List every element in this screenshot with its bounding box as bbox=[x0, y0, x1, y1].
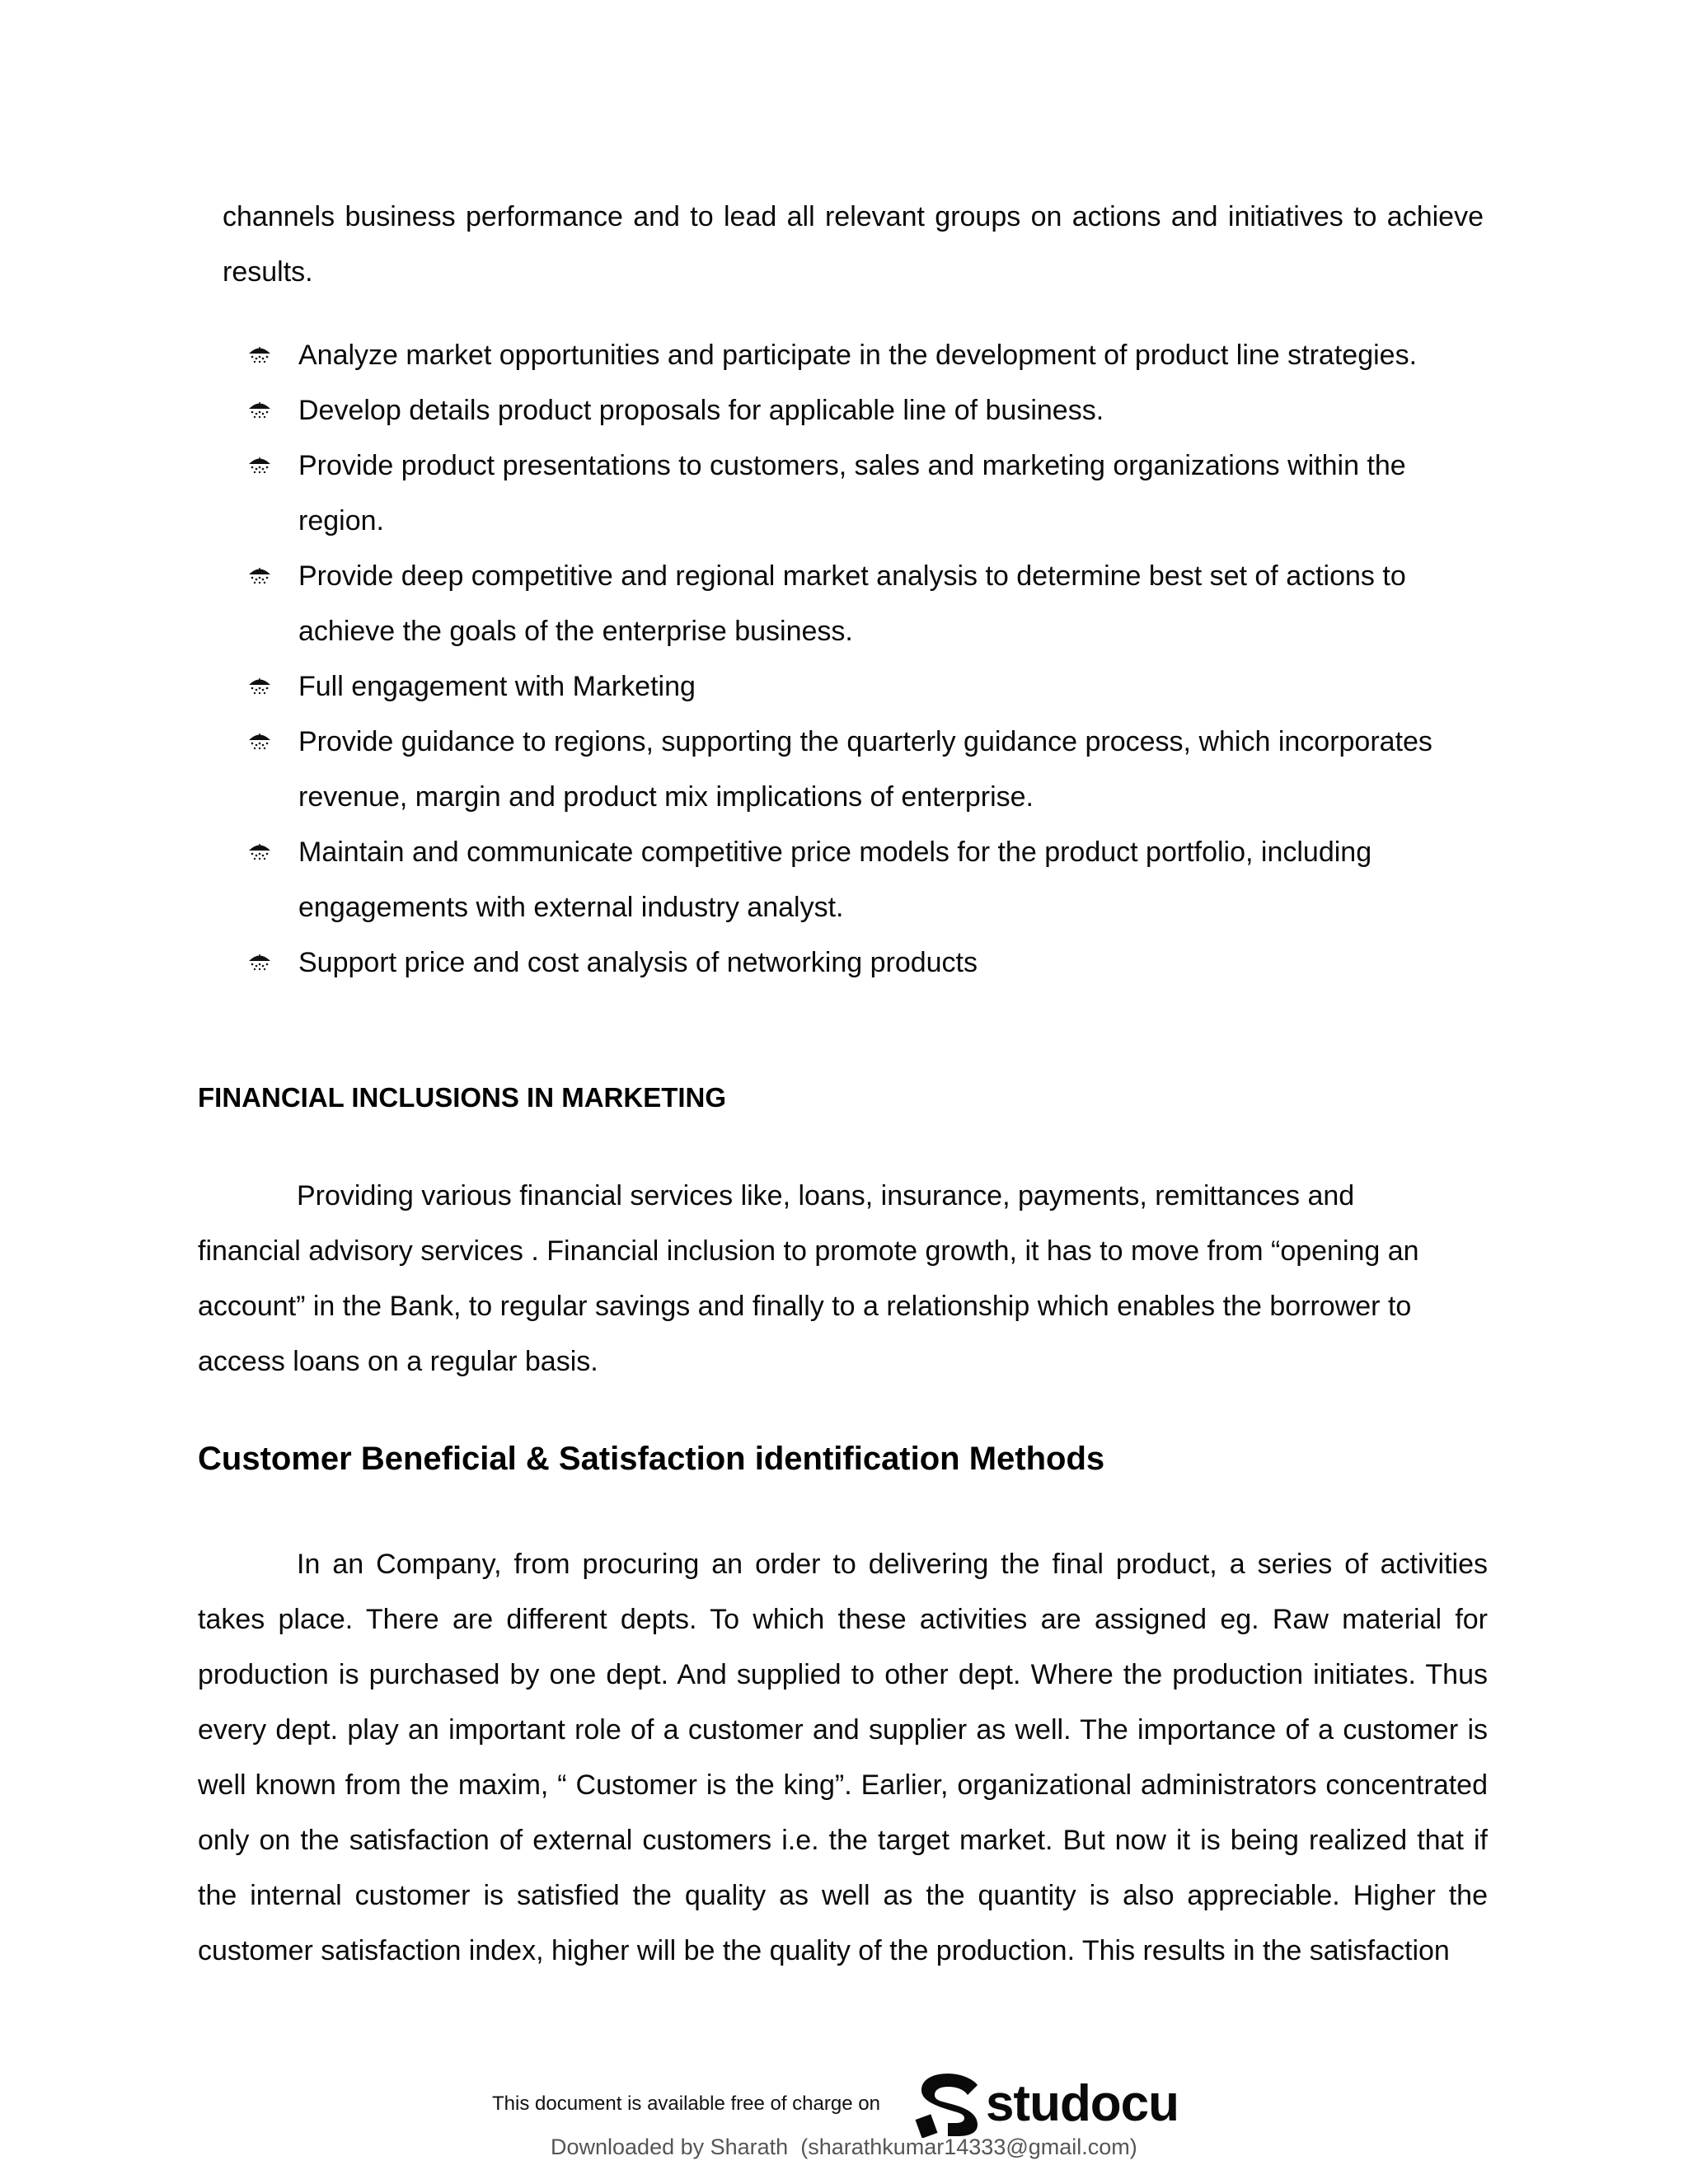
studocu-wordmark: studocu bbox=[985, 2075, 1179, 2132]
umbrella-icon bbox=[247, 565, 275, 587]
umbrella-icon bbox=[247, 400, 275, 421]
list-item bbox=[247, 935, 1467, 991]
list-item-text: Maintain and communicate competitive price models for the product portfolio, including engagements with external industry analyst. bbox=[298, 837, 1372, 923]
list-item bbox=[247, 328, 1467, 383]
studocu-logo-link[interactable] bbox=[915, 2070, 1179, 2138]
intro-paragraph: channels business performance and to lead all relevant groups on actions and initiatives to achieve results. bbox=[223, 201, 1484, 288]
studocu-logo-icon bbox=[915, 2070, 981, 2138]
customer-paragraph: In an Company, from procuring an order to delivering the final product, a series of activities takes place. There are different depts. To which these activities are assigned eg. Raw material for production is purchased by one dept. And supplied to other dept. Where the production initiates. Thus every dept. play an important role of a customer and supplier as well. The importance of a customer is well known from the maxim, “ Customer is the king”. Earlier, organizational administrators concentrated only on the satisfaction of external customers i.e. the target market. But now it is being realized that if the internal customer is satisfied the quality as well as the quantity is also appreciable. Higher the customer satisfaction index, higher will be the quality of the production. This results in the satisfaction bbox=[198, 1549, 1488, 1966]
financial-inclusion-paragraph: Providing various financial services like, loans, insurance, payments, remittances and financial advisory services . Financial inclusion to promote growth, it has to move from “opening an account” in the Bank, to regular savings and finally to a relationship which enables the borrower to access loans on a regular basis. bbox=[198, 1180, 1419, 1377]
list-item bbox=[247, 825, 1467, 935]
section-heading: FINANCIAL INCLUSIONS IN MARKETING bbox=[198, 1082, 727, 1113]
list-item-text: Provide product presentations to customers, sales and marketing organizations within the region. bbox=[298, 450, 1406, 537]
list-item-text: Full engagement with Marketing bbox=[298, 671, 696, 702]
list-item-text: Provide deep competitive and regional market analysis to determine best set of actions to achieve the goals of the enterprise business. bbox=[298, 560, 1406, 647]
list-item bbox=[247, 438, 1467, 549]
umbrella-icon bbox=[247, 952, 275, 973]
footer-row bbox=[492, 2070, 1179, 2138]
umbrella-icon bbox=[247, 344, 275, 366]
list-item bbox=[247, 715, 1467, 825]
list-item bbox=[247, 549, 1467, 659]
list-item-text: Provide guidance to regions, supporting the quarterly guidance process, which incorporates revenue, margin and product mix implications of enterprise. bbox=[298, 726, 1432, 813]
list-item bbox=[247, 383, 1467, 438]
umbrella-icon bbox=[247, 731, 275, 752]
footer-note: This document is available free of charge on bbox=[492, 2093, 880, 2115]
list-item-text: Develop details product proposals for applicable line of business. bbox=[298, 395, 1104, 426]
list-item-text: Analyze market opportunities and participate in the development of product line strategies. bbox=[298, 340, 1418, 371]
main-heading: Customer Beneficial & Satisfaction identification Methods bbox=[198, 1441, 1105, 1477]
umbrella-icon bbox=[247, 676, 275, 697]
umbrella-icon bbox=[247, 841, 275, 863]
download-attribution: Downloaded by Sharath (sharathkumar14333@gmail.com) bbox=[551, 2135, 1137, 2159]
responsibility-list bbox=[247, 328, 1467, 991]
list-item bbox=[247, 659, 1467, 715]
umbrella-icon bbox=[247, 455, 275, 476]
footer bbox=[0, 2052, 1688, 2184]
list-item-text: Support price and cost analysis of networking products bbox=[298, 947, 978, 978]
